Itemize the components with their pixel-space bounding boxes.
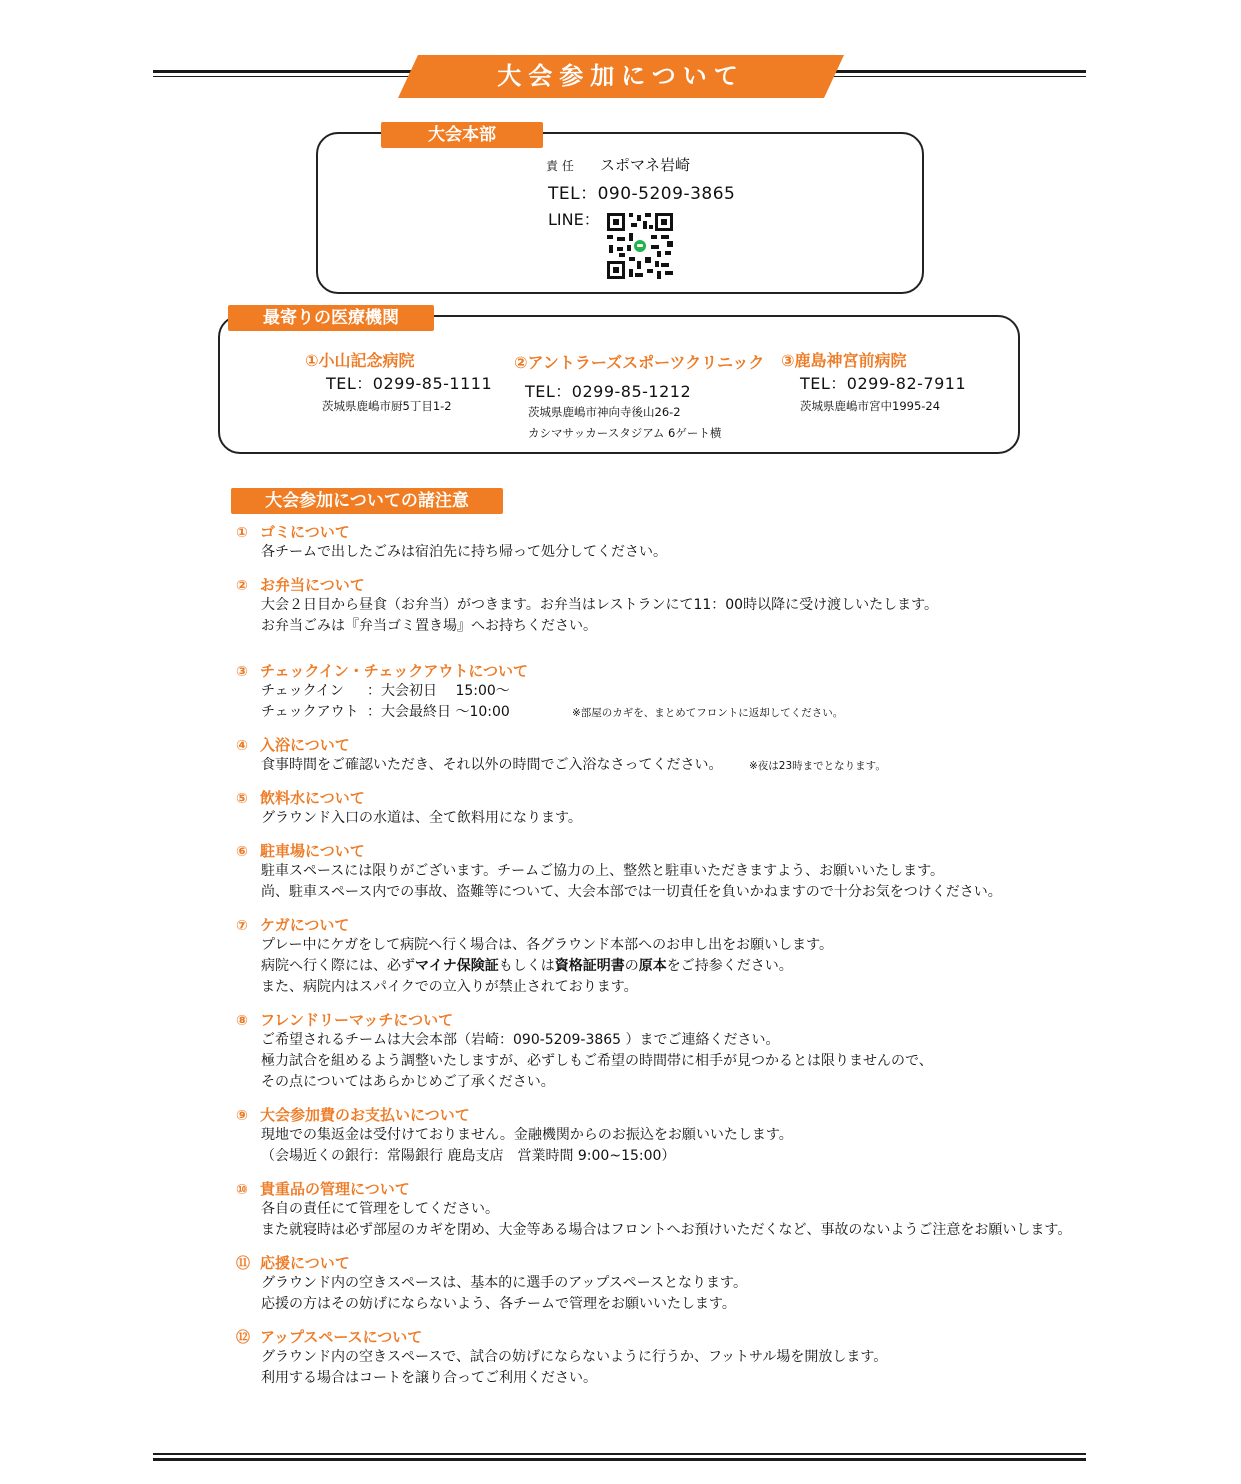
bottom-rule-2 bbox=[153, 1458, 1086, 1461]
note-text: グラウンド内の空きスペースは、基本的に選手のアップスペースとなります。 bbox=[261, 1275, 747, 1291]
note-item bbox=[236, 788, 1136, 829]
checkout-remark: ※部屋のカギを、まとめてフロントに返却してください。 bbox=[572, 707, 844, 719]
note-title: 応援について bbox=[260, 1254, 350, 1272]
emphasis-qualification-cert: 資格証明書 bbox=[554, 958, 625, 974]
hospital-3-address: 茨城県鹿嶋市宮中1995-24 bbox=[800, 399, 941, 413]
note-text: 尚、駐車スペース内での事故、盗難等について、大会本部では一切責任を負いかねますので十分お気をつけください。 bbox=[261, 884, 1002, 900]
note-text-row bbox=[236, 755, 1136, 776]
hq-responsible-name: スポマネ岩崎 bbox=[600, 156, 691, 174]
note-title: お弁当について bbox=[260, 576, 365, 594]
checkin-label: チェックイン bbox=[261, 683, 344, 699]
note-number: ② bbox=[236, 578, 248, 594]
hospital-2-address-2: カシマサッカースタジアム 6ゲート横 bbox=[528, 426, 722, 440]
note-item bbox=[236, 1179, 1136, 1241]
notes-tag: 大会参加についての諸注意 bbox=[231, 488, 503, 514]
note-number: ① bbox=[236, 525, 248, 541]
note-text: お弁当ごみは『弁当ゴミ置き場』へお持ちください。 bbox=[261, 618, 597, 634]
note-title: チェックイン・チェックアウトについて bbox=[260, 662, 529, 680]
hospital-1-tel: TEL：0299-85-1111 bbox=[326, 374, 493, 393]
note-title: ケガについて bbox=[260, 916, 350, 934]
note-number: ⑪ bbox=[236, 1256, 250, 1272]
checkin-value: ：大会初日 15:00～ bbox=[367, 683, 510, 699]
note-item bbox=[236, 841, 1136, 903]
note-item bbox=[236, 1327, 1136, 1389]
checkout-value: ：大会最終日 ～10:00 bbox=[367, 704, 510, 720]
hospital-2-tel: TEL：0299-85-1212 bbox=[525, 382, 692, 401]
text-part: の bbox=[624, 958, 639, 974]
note-title: フレンドリーマッチについて bbox=[260, 1011, 454, 1029]
note-title: 入浴について bbox=[260, 736, 350, 754]
note-number: ⑦ bbox=[236, 918, 248, 934]
note-title: 駐車場について bbox=[260, 842, 365, 860]
hospital-1-address: 茨城県鹿嶋市厨5丁目1-2 bbox=[322, 399, 452, 413]
note-item bbox=[236, 915, 1136, 998]
hq-tag: 大会本部 bbox=[381, 122, 543, 148]
hq-line-label: LINE： bbox=[548, 210, 600, 229]
note-text-rich bbox=[236, 956, 1136, 977]
note-text: ご希望されるチームは大会本部（岩崎：090-5209-3865 ）までご連絡ください。 bbox=[261, 1032, 780, 1048]
note-number: ⑨ bbox=[236, 1108, 248, 1124]
note-item bbox=[236, 1010, 1136, 1093]
qr-code-icon[interactable] bbox=[607, 213, 673, 279]
note-item bbox=[236, 575, 1136, 637]
note-text: また、病院内はスパイクでの立入りが禁止されております。 bbox=[261, 979, 638, 995]
checkout-row bbox=[236, 702, 1136, 723]
checkin-row bbox=[236, 681, 1136, 702]
page-title: 大会参加について bbox=[497, 62, 745, 90]
hospital-3-tel: TEL：0299-82-7911 bbox=[800, 374, 967, 393]
note-title: アップスペースについて bbox=[260, 1328, 423, 1346]
bath-remark: ※夜は23時までとなります。 bbox=[749, 760, 886, 772]
note-number: ③ bbox=[236, 664, 248, 680]
note-text: グラウンド入口の水道は、全て飲料用になります。 bbox=[261, 810, 582, 826]
note-text: プレー中にケガをして病院へ行く場合は、各グラウンド本部へのお申し出をお願いします。 bbox=[261, 937, 834, 953]
note-item bbox=[236, 1105, 1136, 1167]
note-text: （会場近くの銀行：常陽銀行 鹿島支店 営業時間 9:00~15:00） bbox=[261, 1148, 676, 1164]
note-text: また就寝時は必ず部屋のカギを閉め、大金等ある場合はフロントへお預けいただくなど、事故のないようご注意をお願いします。 bbox=[261, 1222, 1072, 1238]
note-text: 現地での集返金は受付けておりません。金融機関からのお振込をお願いいたします。 bbox=[261, 1127, 793, 1143]
hq-tel: TEL：090-5209-3865 bbox=[548, 184, 736, 204]
hq-responsible-label: 責 任 bbox=[546, 159, 574, 173]
note-text: 各チームで出したごみは宿泊先に持ち帰って処分してください。 bbox=[261, 544, 667, 560]
note-number: ⑩ bbox=[236, 1182, 248, 1198]
note-title: 飲料水について bbox=[260, 789, 365, 807]
note-text: 極力試合を組めるよう調整いたしますが、必ずしもご希望の時間帯に相手が見つかるとは限りませんので、 bbox=[261, 1053, 933, 1069]
note-text: 駐車スペースには限りがございます。チームご協力の上、整然と駐車いただきますよう、お願いいたします。 bbox=[261, 863, 945, 879]
note-text: 大会２日目から昼食（お弁当）がつきます。お弁当はレストランにて11：00時以降に受け渡しいたします。 bbox=[261, 597, 938, 613]
note-number: ⑤ bbox=[236, 791, 248, 807]
note-number: ④ bbox=[236, 738, 248, 754]
note-title: 大会参加費のお支払いについて bbox=[260, 1106, 470, 1124]
text-part: をご持参ください。 bbox=[666, 958, 793, 974]
note-text: 応援の方はその妨げにならないよう、各チームで管理をお願いいたします。 bbox=[261, 1296, 736, 1312]
note-text: 食事時間をご確認いただき、それ以外の時間でご入浴なさってください。 bbox=[261, 757, 723, 773]
hospital-2-name: ②アントラーズスポーツクリニック bbox=[514, 353, 765, 372]
medical-tag: 最寄りの医療機関 bbox=[228, 305, 434, 331]
emphasis-mynumber-card: マイナ保険証 bbox=[415, 958, 499, 974]
hospital-2-address-1: 茨城県鹿嶋市神向寺後山26-2 bbox=[528, 405, 681, 419]
note-item bbox=[236, 661, 1136, 723]
note-text: 利用する場合はコートを譲り合ってご利用ください。 bbox=[261, 1370, 597, 1386]
hospital-1-name: ①小山記念病院 bbox=[305, 351, 415, 370]
note-item bbox=[236, 735, 1136, 776]
note-title: 貴重品の管理について bbox=[260, 1180, 410, 1198]
note-text: グラウンド内の空きスペースで、試合の妨げにならないように行うか、フットサル場を開放します。 bbox=[261, 1349, 888, 1365]
page-banner bbox=[398, 55, 844, 98]
note-text: 各自の責任にて管理をしてください。 bbox=[261, 1201, 499, 1217]
bottom-rule-1 bbox=[153, 1453, 1086, 1455]
note-number: ⑫ bbox=[236, 1330, 250, 1346]
notes-list bbox=[236, 522, 1136, 1401]
note-number: ⑧ bbox=[236, 1013, 248, 1029]
emphasis-original: 原本 bbox=[638, 958, 667, 974]
text-part: 病院へ行く際には、必ず bbox=[261, 958, 415, 974]
hospital-3-name: ③鹿島神宮前病院 bbox=[781, 351, 907, 370]
checkout-label: チェックアウト bbox=[261, 704, 359, 720]
note-title: ゴミについて bbox=[260, 523, 350, 541]
note-text: その点についてはあらかじめご了承ください。 bbox=[261, 1074, 555, 1090]
note-item bbox=[236, 522, 1136, 563]
note-item bbox=[236, 1253, 1136, 1315]
note-number: ⑥ bbox=[236, 844, 248, 860]
text-part: もしくは bbox=[498, 958, 555, 974]
